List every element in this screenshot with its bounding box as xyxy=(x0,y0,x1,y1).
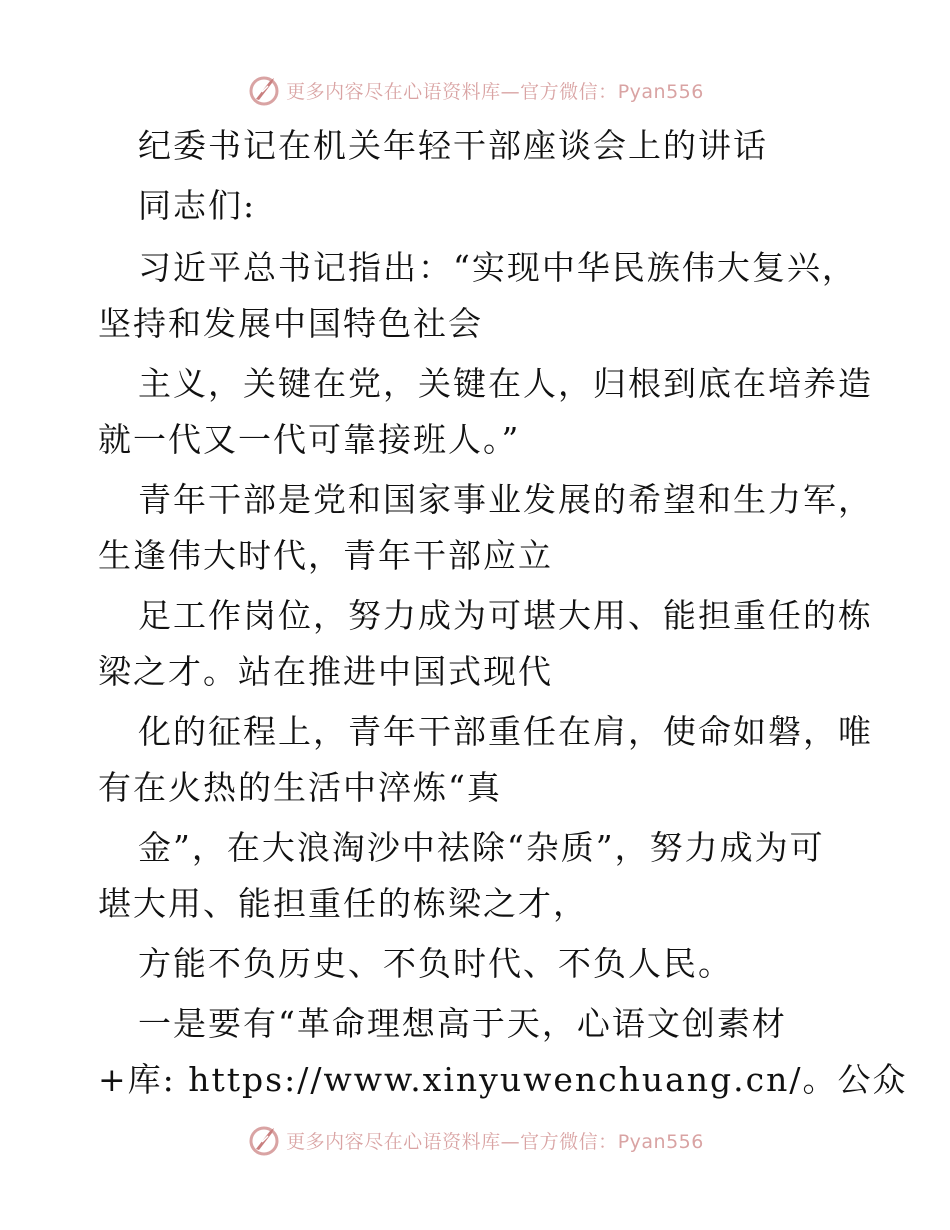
watermark-wechat-id: Pyan556 xyxy=(617,1130,704,1153)
paragraph-line: 习近平总书记指出：“实现中华民族伟大复兴， xyxy=(138,248,857,287)
watermark-tail-text: 官方微信： xyxy=(520,80,618,103)
watermark-wechat-id: Pyan556 xyxy=(617,80,704,103)
paragraph-line: 青年干部是党和国家事业发展的希望和生力军， xyxy=(138,480,873,519)
watermark-dash: — xyxy=(500,1130,521,1153)
paragraph-line: 化的征程上，青年干部重任在肩，使命如磐，唯 xyxy=(138,712,873,751)
paragraph-line: 生逢伟大时代，青年干部应立 xyxy=(98,536,553,575)
header-watermark xyxy=(0,70,950,110)
watermark-main-text: 更多内容尽在心语资料库 xyxy=(286,1130,501,1153)
paragraph-line: +库: https://www.xinyuwenchuang.cn/。公众 xyxy=(98,1060,908,1099)
feather-pen-logo-icon xyxy=(246,1122,282,1158)
footer-watermark xyxy=(0,1120,950,1160)
paragraph-line: 足工作岗位，努力成为可堪大用、能担重任的栋 xyxy=(138,596,873,635)
feather-pen-logo-icon xyxy=(246,72,282,108)
paragraph-line: 有在火热的生活中淬炼“真 xyxy=(98,768,502,807)
paragraph-line: 一是要有“革命理想高于天，心语文创素材 xyxy=(138,1004,787,1043)
paragraph-line: 就一代又一代可靠接班人。” xyxy=(98,420,521,459)
salutation: 同志们: xyxy=(138,186,257,225)
paragraph-line: 方能不负历史、不负时代、不负人民。 xyxy=(138,944,733,983)
watermark-dash: — xyxy=(500,80,521,103)
paragraph-line: 金”，在大浪淘沙中祛除“杂质”，努力成为可 xyxy=(138,828,825,867)
paragraph-line: 堪大用、能担重任的栋梁之才， xyxy=(98,884,588,923)
watermark-main-text: 更多内容尽在心语资料库 xyxy=(286,80,501,103)
watermark-tail-text: 官方微信： xyxy=(520,1130,618,1153)
paragraph-line: 主义，关键在党，关键在人，归根到底在培养造 xyxy=(138,364,873,403)
paragraph-line: 坚持和发展中国特色社会 xyxy=(98,304,483,343)
document-title: 纪委书记在机关年轻干部座谈会上的讲话 xyxy=(138,126,768,165)
paragraph-line: 梁之才。站在推进中国式现代 xyxy=(98,652,553,691)
